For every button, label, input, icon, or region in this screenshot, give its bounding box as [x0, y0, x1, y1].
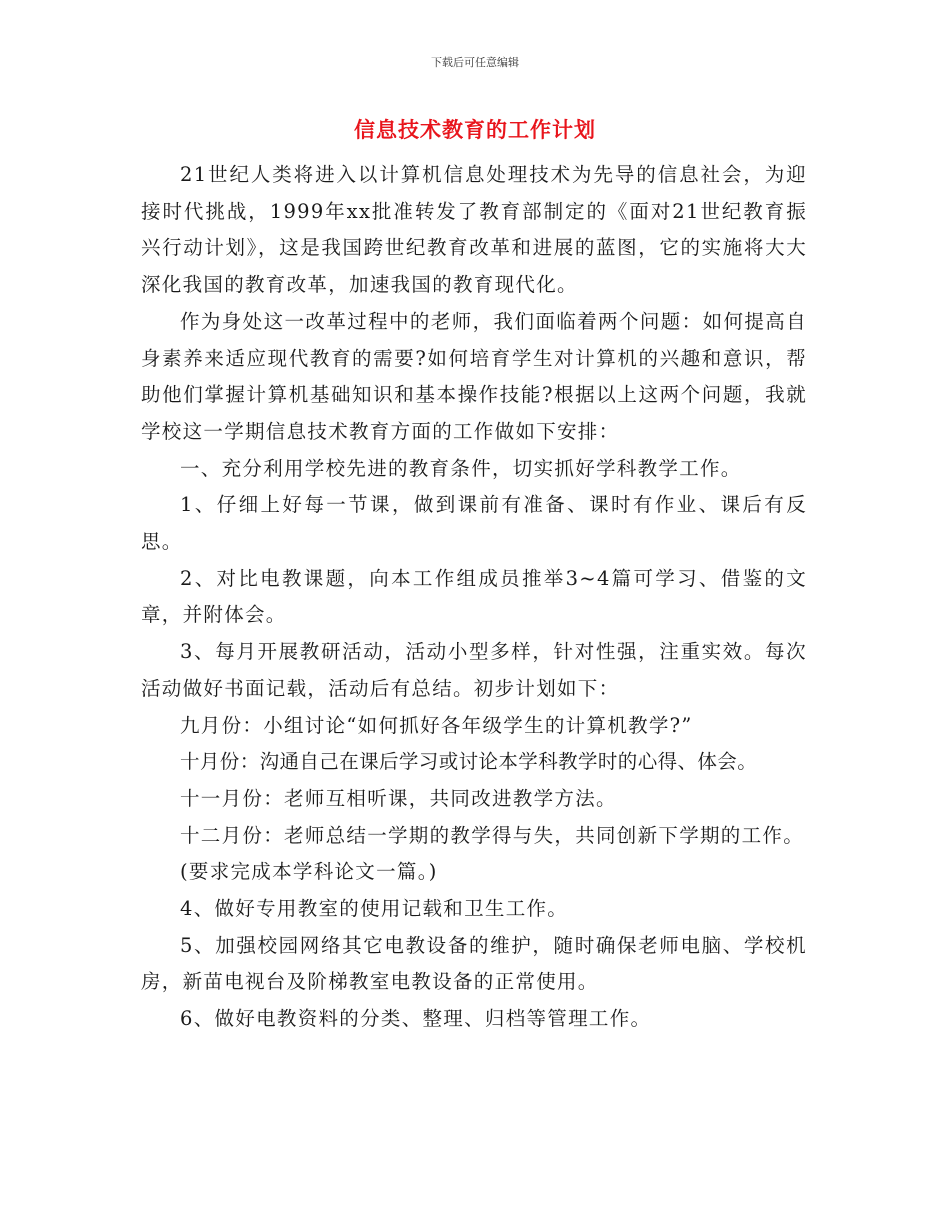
paragraph-item-4: 4、做好专用教室的使用记载和卫生工作。 [180, 897, 569, 921]
paragraph-questions: 作为身处这一改革过程中的老师，我们面临着两个问题：如何提高自身素养来适应现代教育的需要?如何培育学生对计算机的兴趣和意识，帮助他们掌握计算机基础知识和基本操作技能?根据以上这两个问题，我就学校这一学期信息技术教育方面的工作做如下安排： [141, 309, 807, 443]
paragraph-section-one: 一、充分利用学校先进的教育条件，切实抓好学科教学工作。 [180, 456, 742, 480]
paragraph-requirement: (要求完成本学科论文一篇。) [180, 860, 438, 884]
paragraph-intro: 21世纪人类将进入以计算机信息处理技术为先导的信息社会，为迎接时代挑战，1999年xx批准转发了教育部制定的《面对21世纪教育振兴行动计划》，这是我国跨世纪教育改革和进展的蓝图，它的实施将大大深化我国的教育改革，加速我国的教育现代化。 [141, 163, 807, 297]
paragraph-november: 十一月份：老师互相听课，共同改进教学方法。 [180, 786, 617, 810]
paragraph-september: 九月份：小组讨论“如何抓好各年级学生的计算机教学?” [180, 713, 693, 737]
document-body [141, 157, 807, 1038]
paragraph-october: 十月份：沟通自己在课后学习或讨论本学科教学时的心得、体会。 [180, 750, 758, 774]
paragraph-item-3: 3、每月开展教研活动，活动小型多样，针对性强，注重实效。每次活动做好书面记载，活动后有总结。初步计划如下： [141, 640, 807, 700]
paragraph-item-6: 6、做好电教资料的分类、整理、归档等管理工作。 [180, 1007, 652, 1031]
document-title: 信息技术教育的工作计划 [354, 118, 596, 142]
paragraph-item-2: 2、对比电教课题，向本工作组成员推举3~4篇可学习、借鉴的文章，并附体会。 [141, 566, 807, 627]
paragraph-december: 十二月份：老师总结一学期的教学得与失，共同创新下学期的工作。 [180, 823, 805, 847]
paragraph-item-5: 5、加强校园网络其它电教设备的维护，随时确保老师电脑、学校机房，新苗电视台及阶梯教室电教设备的正常使用。 [141, 933, 807, 994]
header-note: 下载后可任意编辑 [431, 56, 519, 69]
paragraph-item-1: 1、仔细上好每一节课，做到课前有准备、课时有作业、课后有反思。 [141, 493, 807, 554]
